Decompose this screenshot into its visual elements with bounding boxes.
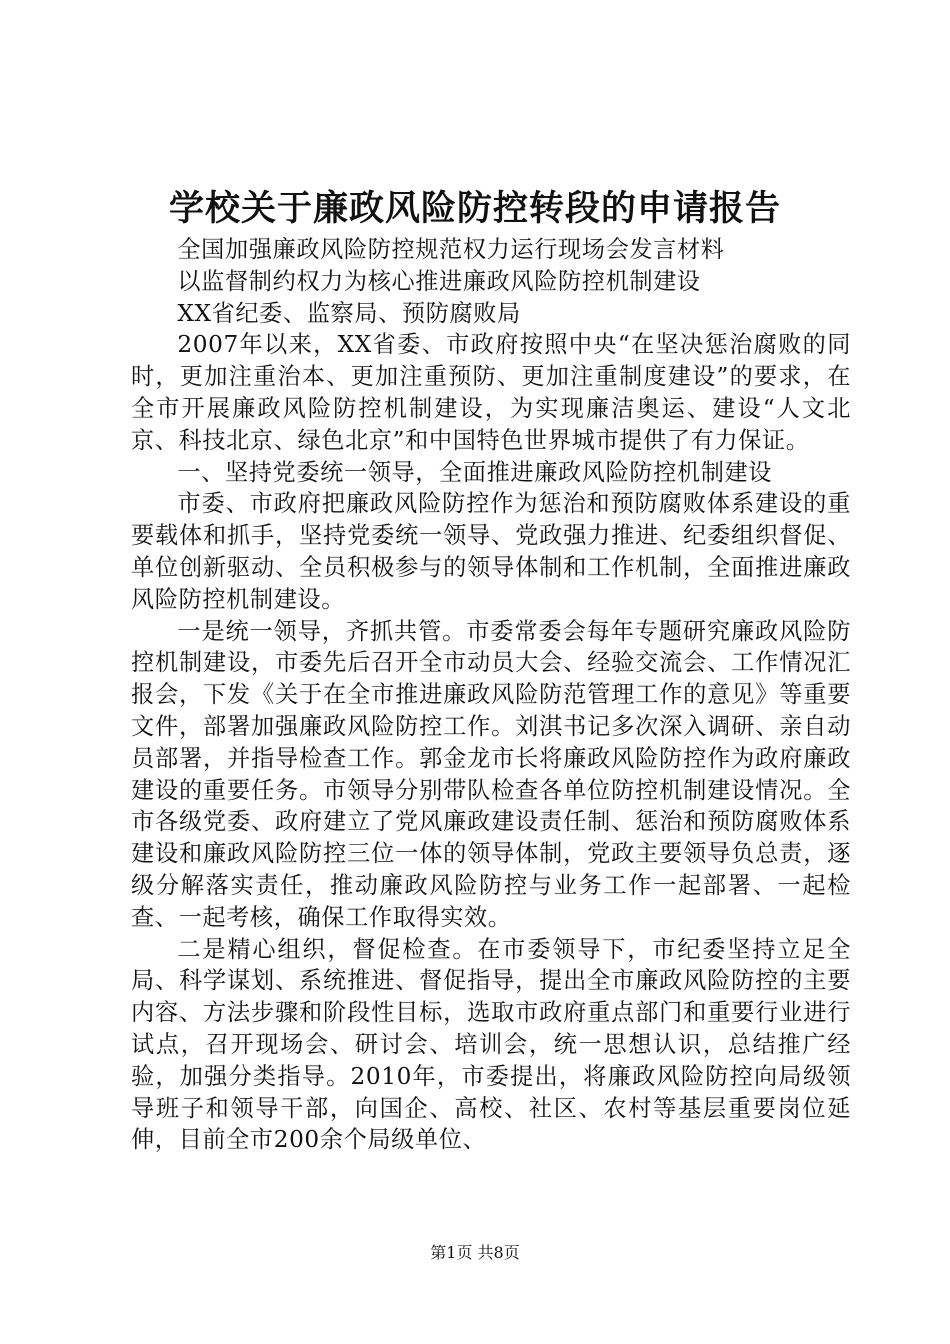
paragraph-author: XX省纪委、监察局、预防腐败局 xyxy=(177,299,521,327)
paragraph-subtitle-2: 以监督制约权力为核心推进廉政风险防控机制建设 xyxy=(177,267,701,295)
section-heading-1: 一、坚持党委统一领导，全面推进廉政风险防控机制建设 xyxy=(177,458,773,486)
page-footer: 第1页 共8页 xyxy=(430,1243,520,1262)
paragraph-section-1: 市委、市政府把廉政风险防控作为惩治和预防腐败体系建设的重要载体和抓手，坚持党委统一领导、党政强力推进、纪委组织督促、单位创新驱动、全员积极参与的领导体制和工作机制，全面推进廉政风险防控机制建设。 xyxy=(131,490,851,613)
document-title: 学校关于廉政风险防控转段的申请报告 xyxy=(168,188,781,229)
document-body xyxy=(131,234,851,1156)
paragraph-intro: 2007年以来，XX省委、市政府按照中央“在坚决惩治腐败的同时，更加注重治本、更加注重预防、更加注重制度建设”的要求，在全市开展廉政风险防控机制建设，为实现廉洁奥运、建设“人文北京、科技北京、绿色北京”和中国特色世界城市提供了有力保证。 xyxy=(131,331,851,454)
paragraph-point-1: 一是统一领导，齐抓共管。市委常委会每年专题研究廉政风险防控机制建设，市委先后召开全市动员大会、经验交流会、工作情况汇报会，下发《关于在全市推进廉政风险防范管理工作的意见》等重要文件，部署加强廉政风险防控工作。刘淇书记多次深入调研、亲自动员部署，并指导检查工作。郭金龙市长将廉政风险防控作为政府廉政建设的重要任务。市领导分别带队检查各单位防控机制建设情况。全市各级党委、政府建立了党风廉政建设责任制、惩治和预防腐败体系建设和廉政风险防控三位一体的领导体制，党政主要领导负总责，逐级分解落实责任，推动廉政风险防控与业务工作一起部署、一起检查、一起考核，确保工作取得实效。 xyxy=(131,617,851,931)
paragraph-point-2: 二是精心组织，督促检查。在市委领导下，市纪委坚持立足全局、科学谋划、系统推进、督促指导，提出全市廉政风险防控的主要内容、方法步骤和阶段性目标，选取市政府重点部门和重要行业进行试点，召开现场会、研讨会、培训会，统一思想认识，总结推广经验，加强分类指导。2010年，市委提出，将廉政风险防控向局级领导班子和领导干部，向国企、高校、社区、农村等基层重要岗位延伸，目前全市200余个局级单位、 xyxy=(131,935,851,1154)
paragraph-subtitle-1: 全国加强廉政风险防控规范权力运行现场会发言材料 xyxy=(177,236,725,263)
